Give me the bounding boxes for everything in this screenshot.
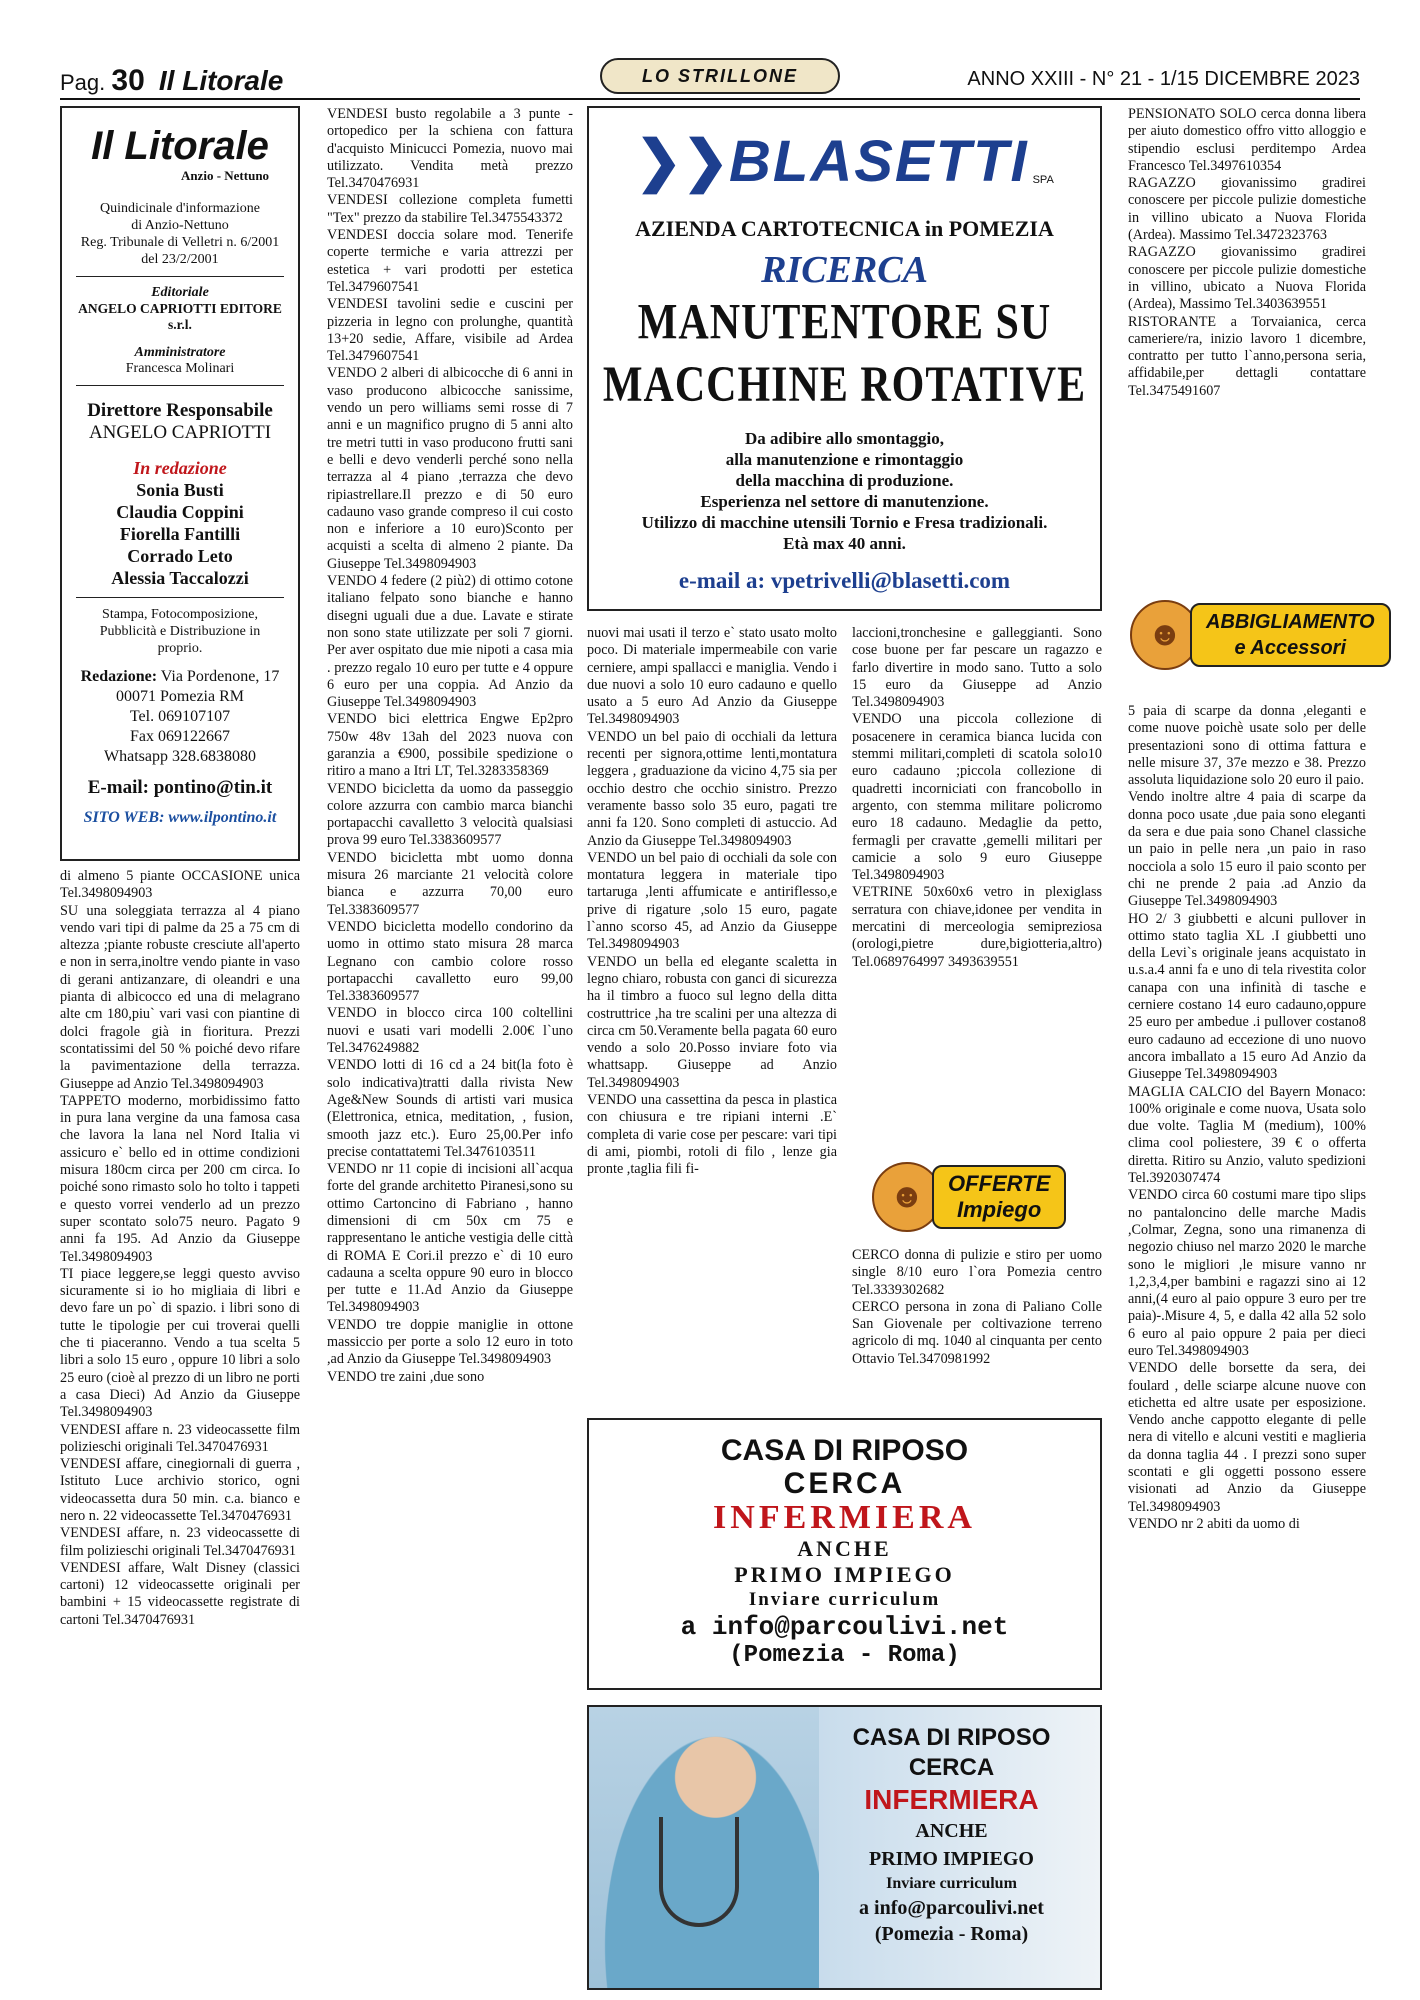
page-number-block	[60, 64, 283, 98]
infermiera-ad-text	[587, 1418, 1102, 1690]
classified-ad: VENDESI affare, cinegiornali di guerra , Istituto Luce archivio storico, ogni videocassetta dura 50 min. c.a. bianco e nero n. 22 videocassette Tel.3470476931	[60, 1456, 300, 1524]
masthead-info	[70, 200, 290, 268]
stampa-info: Stampa, Fotocomposizione, Pubblicità e Distribuzione in proprio.	[99, 607, 261, 656]
ad-line: Inviare curriculum	[748, 1589, 941, 1610]
classified-ad: VENDO nr 11 copie di incisioni all`acqua forte del grande architetto Piranesi,sono su ottimo Cartoncino di Fabriano , hanno dimensioni di cm 50x cm 75 e rappresentano le antiche vestigia delle città di ROMA E Cori.il prezzo e` di 10 euro cadauna a scelta oppure 90 euro in blocco per tutte e 11.Ad Anzio da Giuseppe Tel.3498094903	[327, 1161, 573, 1316]
classified-ad: VENDESI tavolini sedie e cuscini per pizzeria in legno con prolunghe, quantità 13+20 sedie, Affare, visibile ad Ardea Tel.3479607541	[327, 296, 573, 365]
column-4	[852, 625, 1102, 1145]
desc-line: della macchina di produzione.	[735, 471, 954, 490]
redazione-addr-label: Redazione:	[80, 668, 158, 685]
classified-ad: VENDESI affare n. 23 videocassette film polizieschi originali Tel.3470476931	[60, 1421, 300, 1455]
masthead-email: E-mail: pontino@tin.it	[87, 777, 273, 798]
classified-ad: VENDESI affare, n. 23 videocassette di film polizieschi originali Tel.3470476931	[60, 1525, 300, 1559]
infermiera-ad-photo	[587, 1705, 1102, 1990]
classified-ad: VENDO tre doppie maniglie in ottone massiccio per porte a solo 12 euro in toto ,ad Anzio da Giuseppe Tel.3498094903	[327, 1316, 573, 1368]
role-title	[589, 292, 1100, 417]
masthead-logo: Il Litorale	[91, 124, 269, 168]
desc-line: Da adibire allo smontaggio,	[745, 429, 944, 448]
ad-line: (Pomezia - Roma)	[729, 1642, 960, 1669]
divider	[76, 597, 284, 598]
classified-ad: CERCO persona in zona di Paliano Colle San Giovenale per coltivazione terreno agricolo di mq. 1040 al cinquanta per cento Ottavio Tel.3470981992	[852, 1298, 1102, 1367]
mascot-icon: ☻	[1130, 600, 1200, 670]
blasetti-job-ad	[587, 106, 1102, 611]
page-header	[60, 58, 1360, 98]
redazione-label: In redazione	[133, 458, 227, 478]
ad-line: ANCHE	[915, 1820, 988, 1842]
redattore: Fiorella Fantilli	[119, 524, 241, 544]
role-line: MANUTENTORE SU	[637, 295, 1052, 351]
classified-ad: VENDO 4 federe (2 più2) di ottimo cotone italiano felpato sono bianche e hanno disegni uguali due a due. Lavate e stirate non sono state utilizzate per soli 7 giorni. Per aver ospitato due mie nipoti a casa mia . prezzo regalo 10 euro per tutte e 4 oppure 6 euro per una coppia. Ad Anzio da Giuseppe Tel.3498094903	[327, 573, 573, 711]
divider	[76, 276, 284, 277]
classified-ad: VENDO 2 alberi di albicocche di 6 anni in vaso producono albicocche sanissime, vendo un pero williams semi rosse di 7 anni e un magnifico prugno di 5 anni alto tre metri tutti in vaso producono frutti sani e belli e devo venderli perché sono nella terrazza al 4 piano ,terrazza che devo ripiastrellare.Il prezzo e di 50 euro cadauno vaso grande compreso il cui costo non e inferiore a 10 euro)Sconto per acquisti a scelta di almeno 2 piante. Da Giuseppe Tel.3498094903	[327, 365, 573, 572]
classified-ad: nuovi mai usati il terzo e` stato usato molto poco. Di materiale impermeabile con varie cerniere, ampi spallacci e maniglia. Vendo i due nuovi a solo 10 euro cadauno e quello usato a 5 euro Ad Anzio da Giuseppe Tel.3498094903	[587, 625, 837, 728]
classified-ad: VENDO circa 60 costumi mare tipo slips no pantaloncino delle marche Madis ,Colmar, Zegna, sono una rimanenza di negozio chiuso nel marzo 2020 le marche sono le migliori ,le misure vanno nr 1,2,3,4,per bambini e ragazzi sino ai 12 anni,(4 euro al paio oppure 3 euro per tre paia)-.Misure 4, 5, e dalla 42 alla 52 solo 6 euro al paio oppure 2 paia per dieci euro Tel.3498094903	[1128, 1187, 1366, 1359]
direttore-name: ANGELO CAPRIOTTI	[88, 422, 272, 443]
ad-line: CASA DI RIPOSO	[852, 1724, 1051, 1751]
brand-spa: SPA	[1032, 174, 1054, 186]
ricerca-line: RICERCA	[761, 249, 928, 291]
stethoscope-icon	[659, 1817, 739, 1927]
classified-ad: VENDO nr 2 abiti da uomo di	[1128, 1515, 1300, 1532]
addr-line: Whatsapp 328.6838080	[104, 748, 256, 765]
abbigliamento-header	[1130, 595, 1391, 675]
classified-ad: VENDO una cassettina da pesca in plastica con chiusura e tre ripiani interni .E` completa di varie cose per pescare: vari tipi di ami, piombi, rotoli di filo , lenze gia pronte ,taglia fili fi-	[587, 1092, 837, 1178]
classified-ad: PENSIONATO SOLO cerca donna libera per aiuto domestico offro vitto alloggio e stipendio esclusi perditempo Ardea Francesco Tel.3497610354	[1128, 106, 1366, 174]
section-label	[1190, 603, 1391, 667]
divider	[76, 385, 284, 386]
direttore-label: Direttore Responsabile	[87, 400, 273, 421]
classified-ad: SU una soleggiata terrazza al 4 piano vendo vari tipi di palme da 25 a 75 cm di altezza ;piante robuste cresciute all'aperto e non in serra,inoltre vendo piante in vaso di gerani antizanzare, di oleandri e una pianta di albicocco ed una di melagrano alte cm 180,piu` vari vasi con piantine di dolci fragole già in fioritura. Prezzi scontatissimi del 50 % poiché devo rifare la pavimentazione della terrazza. Giuseppe ad Anzio Tel.3498094903	[60, 902, 300, 1092]
ad-line: CERCA	[783, 1467, 906, 1500]
ad-email: a info@parcoulivi.net	[680, 1612, 1009, 1642]
redattore: Corrado Leto	[127, 546, 233, 566]
classified-ad: TI piace leggere,se leggi questo avviso sicuramente si io ho migliaia di libri e devo fare un po` di spazio. i libri sono di tutte le tipologie per cui troverai quelli che ti piaceranno. Vendo a tua scelta 5 libri a solo 15 euro , oppure 10 libri a solo 25 euro (cioè al prezzo di un libro ne porti a casa Dieci) Ad Anzio da Giuseppe Tel.3498094903	[60, 1265, 300, 1421]
desc-line: Esperienza nel settore di manutenzione.	[700, 492, 989, 511]
classified-ad: TAPPETO moderno, morbidissimo fatto in pura lana vergine da una famosa casa che lavora la lana nel Nord Italia vi assicuro e` bello ed in ottime condizioni misura 180cm circa per 200 cm circa. Io poiché sono rimasto solo ho tolto i tappeti e questo vorrei venderlo ad un prezzo super scontato solo75 neuro. Pagato 9 anni fa 195. Ad Anzio da Giuseppe Tel.3498094903	[60, 1092, 300, 1265]
classified-ad: VENDESI affare, Walt Disney (classici cartoni) 12 videocassette originali per bambini + 15 videocassette registrate di cartoni Tel.3470476931	[60, 1559, 300, 1628]
classified-ad: VENDO bicicletta da uomo da passeggio colore azzurra con cambio marca bianchi portapacchi cavalletto 3 velocità qualsiasi prova 99 euro Tel.3383609577	[327, 780, 573, 849]
addr-line: Tel. 069107107	[129, 708, 231, 725]
column-5-abbigliamento	[1128, 703, 1366, 1983]
info-line: Reg. Tribunale di Velletri n. 6/2001	[80, 235, 280, 250]
classified-ad: VENDESI doccia solare mod. Tenerife coperte termiche e varia attrezzi per estetica + vari prodotti per estetica Tel.3479607541	[327, 227, 573, 295]
classified-ad: VENDO bicicletta modello condorino da uomo in ottimo stato misura 28 marca Legnano con cambio colore rosso portapacchi cavalletto euro 99,00 Tel.3383609577	[327, 918, 573, 1005]
classified-ad: 5 paia di scarpe da donna ,eleganti e come nuove poichè usate solo per delle presentazioni sono di ottima fattura e nelle misure 37, 37e mezzo e 38. Prezzo assoluta liquidazione solo 20 euro il paio.	[1128, 703, 1366, 789]
ad-line: INFERMIERA	[713, 1499, 976, 1536]
addr-line: Fax 069122667	[130, 728, 230, 745]
classified-ad: VENDO un bel paio di occhiali da sole con montatura leggera in materiale tipo tartaruga ,lenti affumicate e antiriflesso,e prive di rigature ,solo 15 euro, pagate l`anno scorso 45, ad Anzio da Giuseppe Tel.3498094903	[587, 849, 837, 953]
desc-line: alla manutenzione e rimontaggio	[725, 450, 964, 469]
amministratore: Francesca Molinari	[125, 361, 235, 376]
redattore: Alessia Taccalozzi	[111, 568, 249, 588]
masthead-subtitle: Anzio - Nettuno	[180, 168, 270, 183]
amministratore-label: Amministratore	[134, 345, 226, 360]
ad-line: PRIMO IMPIEGO	[734, 1562, 955, 1587]
section-label-line: e Accessori	[1234, 637, 1347, 659]
addr-line: Via Pordenone, 17	[160, 668, 280, 685]
classified-ad: VENDO un bel paio di occhiali da lettura recenti per signora,ottime lenti,montatura leggera , graduazione da vicino 4,75 sia per occhio destro che occhio sinistro. Prezzo veramente basso solo 35 euro, pagati tre anni fa 120. Sono completi di astuccio. Ad Anzio da Giuseppe Tel.3498094903	[587, 728, 837, 849]
offerte-impiego-header	[872, 1157, 1066, 1237]
classified-ad: VENDESI collezione completa fumetti "Tex" prezzo da stabilire Tel.3475543372	[327, 192, 573, 226]
classified-ad: VENDESI busto regolabile a 3 punte - ortopedico per la schiena con fattura d'acquisto Minicucci Pomezia, nuovo mai utilizzato. Vendita metà prezzo Tel.3470476931	[327, 106, 573, 192]
info-line: del 23/2/2001	[141, 252, 219, 267]
masthead-box	[60, 106, 300, 861]
ad-line: PRIMO IMPIEGO	[869, 1848, 1034, 1870]
ad-text	[799, 1723, 1102, 1947]
section-label-line: ABBIGLIAMENTO	[1206, 611, 1375, 633]
editore: ANGELO CAPRIOTTI EDITORE s.r.l.	[78, 301, 282, 332]
section-label-line: OFFERTE	[948, 1171, 1051, 1196]
brand-name: BLASETTI	[729, 128, 1029, 194]
classified-ad: RISTORANTE a Torvaianica, cerca cameriere/ra, inizio lavoro 1 dicembre, contratto per tutto l`anno,persona seria, affidabile,per dettagli contattare Tel.3475491607	[1128, 313, 1366, 399]
addr-line: 00071 Pomezia RM	[116, 688, 244, 705]
header-rule	[60, 98, 1360, 100]
classified-ad: VETRINE 50x60x6 vetro in plexiglass serratura con chiave,idonee per vendita in mercatini di merceologia semipreziosa (orologi,pietre dure,bigiotteria,altro) Tel.0689764997 3493639551	[852, 884, 1102, 970]
desc-line: Età max 40 anni.	[783, 534, 906, 553]
contact-email: e-mail a: vpetrivelli@blasetti.com	[678, 568, 1011, 593]
ad-line: ANCHE	[797, 1536, 892, 1561]
classified-ad: MAGLIA CALCIO del Bayern Monaco: 100% originale e come nuova, Usata solo due volte. Taglia M (medium), 100% clima cool poliestere, 39 € o offerta diretta. Ritiro su Anzio, valuto spedizioni Tel.3920307474	[1128, 1083, 1366, 1187]
section-label-line: Impiego	[956, 1197, 1042, 1222]
paper-name: Il Litorale	[158, 65, 284, 96]
info-line: di Anzio-Nettuno	[131, 218, 229, 233]
classified-ad: Vendo inoltre altre 4 paia di scarpe da donna poco usate ,due paia sono eleganti da sera e due paia sono Chanel classiche un paio in pelle nera ,un paio in raso nocciola a solo 15 euro il paio sconto per chi ne prende 2 paia .ad Anzio da Giuseppe Tel.3498094903	[1128, 789, 1366, 910]
redattore: Claudia Coppini	[116, 502, 244, 522]
classified-ad: VENDO lotti di 16 cd a 24 bit(la foto è solo indicativa)tratti dalla rivista New Age&New Sounds di artisti vari musica (Elettronica, etnica, meditation, , fusion, smooth jazz etc.). Euro 25,00.Per info precise contattatemi Tel.3476103511	[327, 1057, 573, 1160]
redazione-names	[70, 479, 290, 589]
nurse-photo	[589, 1707, 819, 1988]
column-4-offerte	[852, 1247, 1102, 1407]
classified-ad: VENDO bici elettrica Engwe Ep2pro 750w 48v 13ah del 2023 nuova con garanzia a €900, possibile spedizione o ritiro a mano a Itri LT, Tel.3283358369	[327, 711, 573, 780]
classified-ad: VENDO un bella ed elegante scaletta in legno chiaro, robusta con ganci di sicurezza ha il timbro a fuoco sul legno della ditta costruttrice ,ha tre scalini per una altezza di circa cm 50.Veramente bella pagata 60 euro vendo a solo 20.Posso inviare foto via whattsapp. Giuseppe ad Anzio Tel.3498094903	[587, 953, 837, 1091]
classified-ad: VENDO una piccola collezione di posacenere in ceramica bianca lucida con stemmi militari,completi di scatola solo10 euro cadauno ;piccola collezione di quadretti incorniciati con francobollo in argento, con stemma militare policromo euro 18 cadauno. Medaglie da petto, fermagli per cravatte ,gemelli militari per camicie a solo 9 euro Giuseppe Tel.3498094903	[852, 711, 1102, 884]
redattore: Sonia Busti	[136, 480, 224, 500]
pag-number: 30	[111, 64, 145, 97]
classified-ad: di almeno 5 piante OCCASIONE unica Tel.3498094903	[60, 868, 300, 902]
ad-line: CASA DI RIPOSO	[720, 1434, 969, 1467]
classified-ad: VENDO bicicletta mbt uomo donna misura 26 marciante 21 velocità colore bianca e azzurra 70,00 euro Tel.3383609577	[327, 849, 573, 918]
ad-email: a info@parcoulivi.net	[859, 1897, 1044, 1919]
arrows-icon: ❯❯	[635, 129, 730, 192]
classified-ad: laccioni,tronchesine e galleggianti. Sono cose buone per far pescare un ragazzo e farlo divertire in modo sano. Tutto a solo 15 euro da Giuseppe ad Anzio Tel.3498094903	[852, 625, 1102, 711]
classified-ad: CERCO donna di pulizie e stiro per uomo single 8/10 euro l`ora Pomezia centro Tel.3339302682	[852, 1247, 1102, 1298]
masthead-website: SITO WEB: www.ilpontino.it	[83, 809, 277, 826]
classified-ad: RAGAZZO giovanissimo gradirei conoscere per piccole pulizie domestiche in villino ubicato a Nuova Florida (Ardea). Massimo Tel.3472323763	[1128, 175, 1366, 244]
address-block	[70, 667, 290, 767]
info-line: Quindicinale d'informazione	[100, 201, 260, 216]
pag-label: Pag.	[60, 70, 106, 95]
issue-info: ANNO XXIII - N° 21 - 1/15 DICEMBRE 2023	[967, 68, 1360, 90]
ad-line: (Pomezia - Roma)	[874, 1923, 1029, 1945]
editoriale-label: Editoriale	[151, 285, 209, 300]
ad-line: INFERMIERA	[864, 1784, 1039, 1815]
classified-ad: RAGAZZO giovanissimo gradirei conoscere per piccole pulizie domestiche in villino, ubicato a Nuova Florida (Ardea), Massimo Tel.3403639551	[1128, 244, 1366, 313]
desc-line: Utilizzo di macchine utensili Tornio e Fresa tradizionali.	[641, 513, 1048, 532]
column-1	[60, 868, 300, 1983]
column-5	[1128, 106, 1366, 576]
role-description	[589, 428, 1100, 554]
section-label	[932, 1165, 1066, 1229]
role-line: MACCHINE ROTATIVE	[602, 357, 1087, 413]
column-2	[327, 106, 573, 1986]
column-3	[587, 625, 837, 1405]
azienda-line: AZIENDA CARTOTECNICA in POMEZIA	[635, 216, 1054, 241]
classified-ad: VENDO delle borsette da sera, dei foulard , delle sciarpe alcune nuove con etichetta ed altre usate per esposizione. Vendo anche cappotto elegante di pelle nera di vitello e alcuni vestiti e maglieria da donna taglia 44 . I prezzi sono super scontati e gli oggetti possono essere visionati ad Anzio da Giuseppe Tel.3498094903	[1128, 1360, 1366, 1515]
lo-strillone-logo: LO STRILLONE	[600, 58, 840, 94]
ad-line: CERCA	[908, 1754, 995, 1781]
classified-ad: VENDO in blocco circa 100 coltellini nuovi e usati vari modelli 2.00€ l`uno Tel.3476249882	[327, 1005, 573, 1057]
ad-line: Inviare curriculum	[886, 1875, 1017, 1892]
mascot-icon: ☻	[872, 1162, 942, 1232]
blasetti-logo	[589, 126, 1100, 196]
classified-ad: VENDO tre zaini ,due sono	[327, 1368, 485, 1385]
classified-ad: HO 2/ 3 giubbetti e alcuni pullover in ottimo stato taglia XL .I giubbetti uno della Levi`s originale jeans acquistato in u.s.a.4 anni fa e uno di tela rivestita color canapa con una infinità di tasche e cerniere costano 14 euro cadauno,oppure 25 euro per ambedue .i pullover costano8 euro cadauno ad eccezione di uno nuovo ancora imballato a 15 euro Ad Anzio da Giuseppe Tel.3498094903	[1128, 910, 1366, 1083]
